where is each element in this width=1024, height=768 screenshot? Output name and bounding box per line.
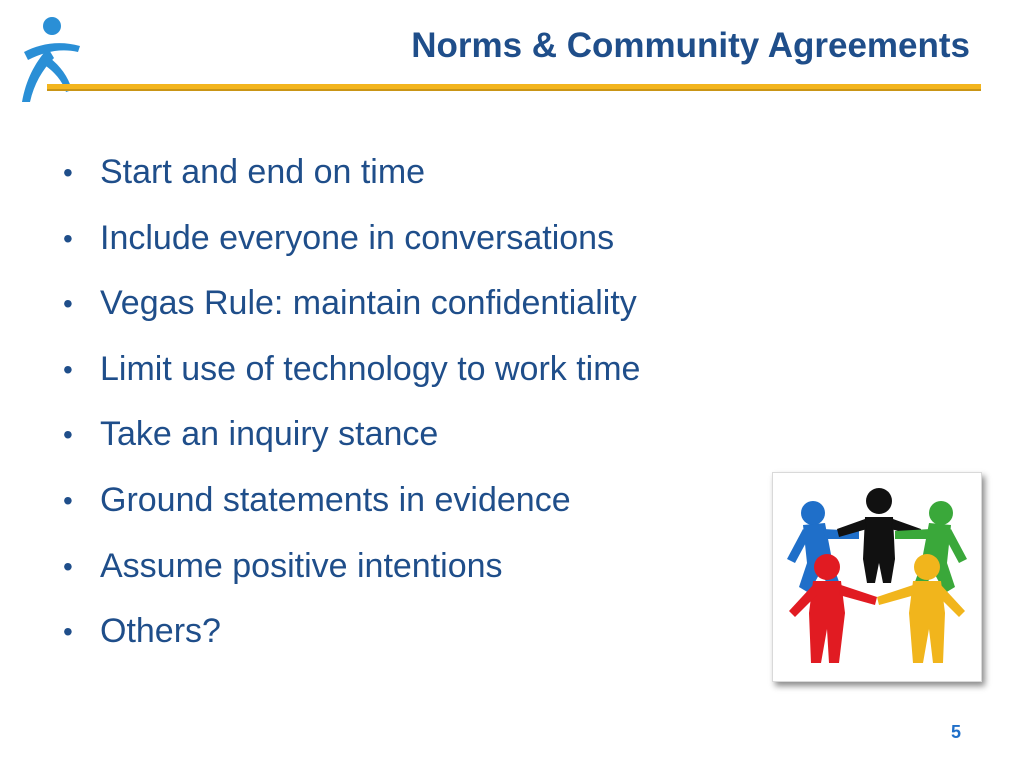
bullet-marker: • bbox=[63, 484, 73, 516]
red-figure bbox=[789, 554, 877, 663]
bullet-text: Vegas Rule: maintain confidentiality bbox=[100, 284, 637, 323]
list-item bbox=[60, 140, 640, 206]
bullet-marker: • bbox=[63, 288, 73, 320]
bullet-marker: • bbox=[63, 222, 73, 254]
list-item bbox=[60, 206, 640, 272]
bullet-text: Start and end on time bbox=[100, 153, 426, 191]
bullet-text: Limit use of technology to work time bbox=[100, 349, 641, 388]
list-item bbox=[60, 468, 640, 534]
title-underline bbox=[47, 84, 981, 91]
people-circle-image bbox=[772, 472, 982, 682]
bullet-marker: • bbox=[63, 550, 73, 582]
list-item bbox=[60, 599, 640, 665]
slide-title: Norms & Community Agreements bbox=[411, 26, 970, 65]
bullet-marker: • bbox=[63, 353, 73, 385]
bullet-text: Others? bbox=[100, 612, 221, 651]
bullet-marker: • bbox=[63, 616, 73, 648]
bullet-list bbox=[60, 140, 640, 665]
page-number: 5 bbox=[950, 722, 961, 742]
list-item bbox=[60, 534, 640, 600]
list-item bbox=[60, 271, 640, 337]
bullet-marker: • bbox=[63, 157, 73, 188]
list-item bbox=[60, 337, 640, 403]
bullet-marker: • bbox=[63, 419, 73, 451]
bullet-text: Ground statements in evidence bbox=[100, 480, 571, 519]
bullet-text: Include everyone in conversations bbox=[100, 218, 615, 257]
bullet-text: Take an inquiry stance bbox=[100, 415, 439, 454]
bullet-text: Assume positive intentions bbox=[100, 546, 503, 585]
list-item bbox=[60, 402, 640, 468]
